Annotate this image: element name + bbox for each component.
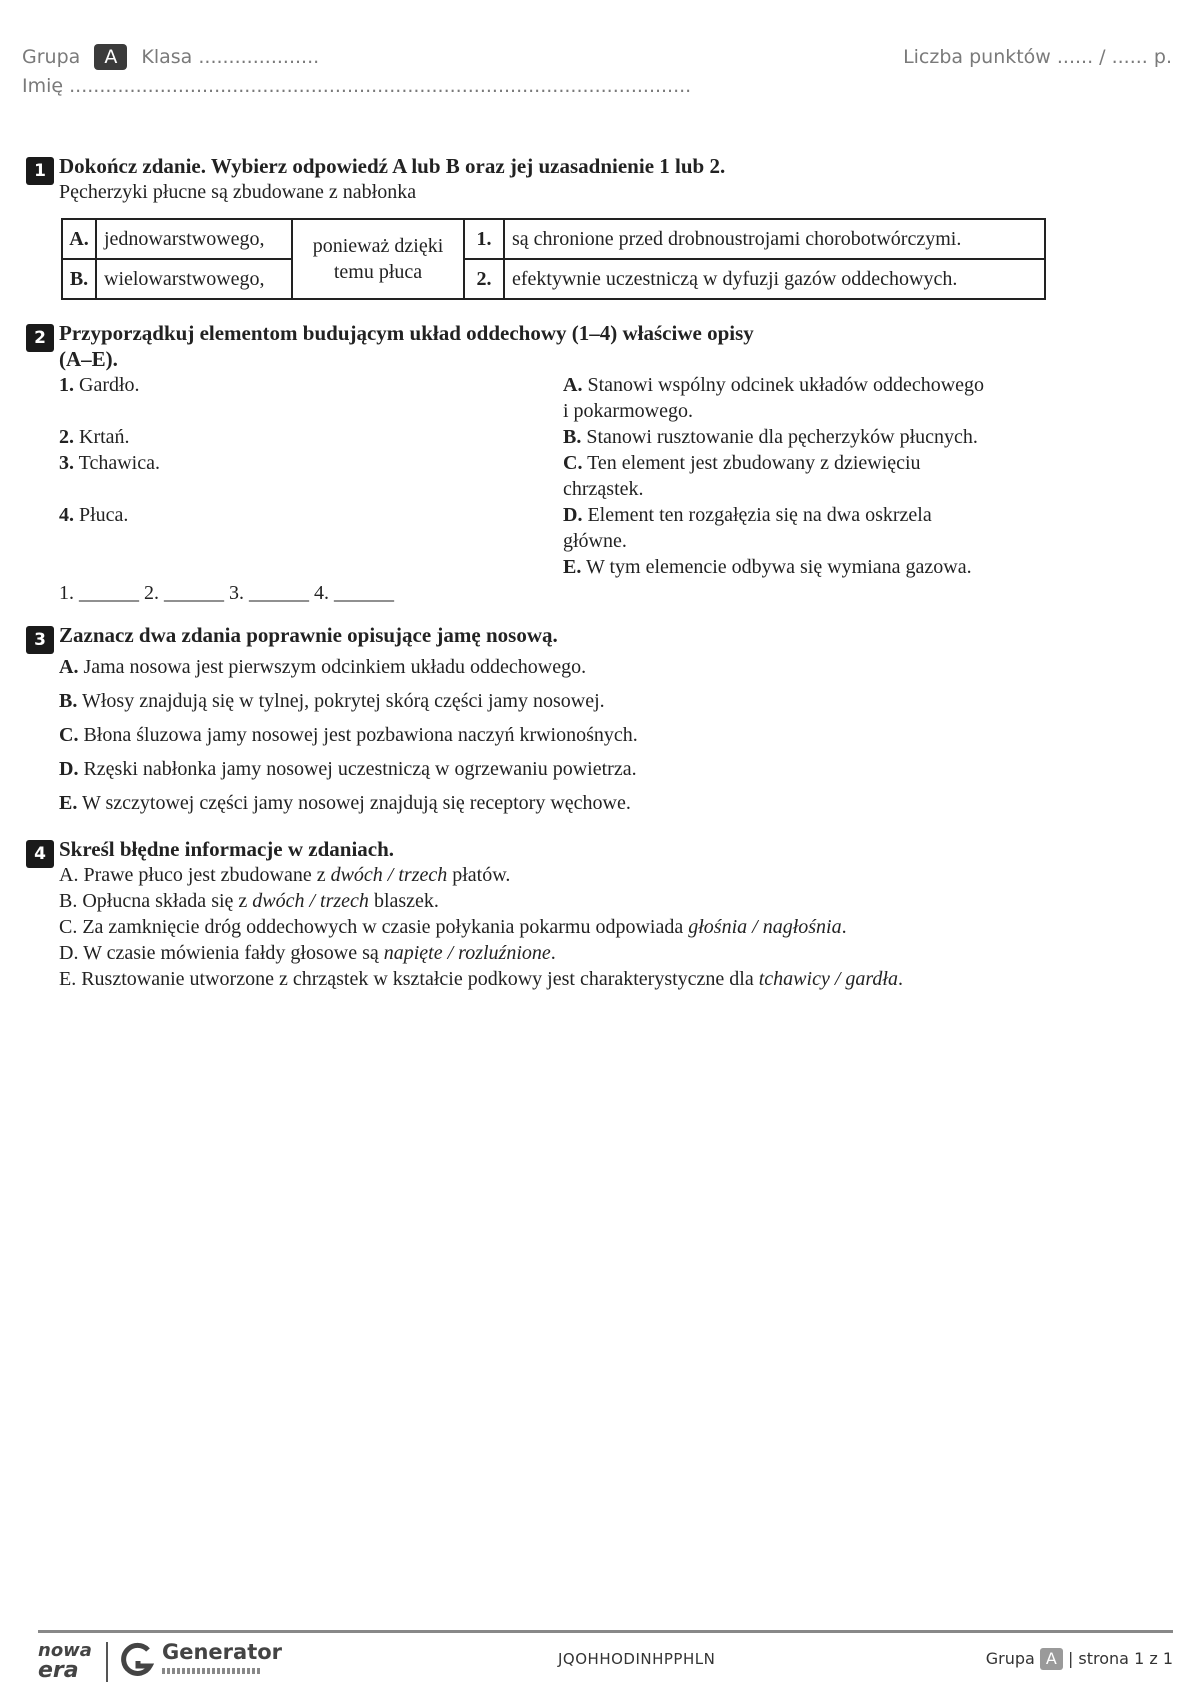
choice-pair[interactable]: dwóch / trzech — [330, 864, 448, 886]
sentence — [59, 914, 1126, 940]
option-text: Błona śluzowa jamy nosowej jest pozbawiona naczyń krwionośnych. — [83, 724, 638, 746]
list-item — [563, 424, 1063, 450]
task-title: Dokończ zdanie. Wybierz odpowiedź A lub B oraz jej uzasadnienie 1 lub 2. — [59, 154, 726, 178]
list-item — [59, 450, 160, 502]
option-label[interactable]: B. — [62, 259, 96, 299]
task-title-line1: Przyporządkuj elementom budującym układ oddechowy (1–4) właściwe opisy — [59, 321, 754, 345]
grupa-badge: A — [94, 44, 127, 70]
task-4 — [26, 836, 1126, 992]
list-item — [59, 372, 160, 424]
option-letter: B. — [59, 690, 78, 712]
description-text-cont: i pokarmowego. — [563, 400, 693, 422]
element-number: 3. — [59, 452, 74, 474]
imie-field[interactable]: ....................................................................................................... — [69, 75, 692, 97]
option-letter: D. — [59, 758, 79, 780]
description-text-cont: chrząstek. — [563, 478, 644, 500]
generator-logo-text: Generator — [162, 1640, 283, 1664]
sentence-end: blaszek. — [368, 890, 439, 912]
page-number: | strona 1 z 1 — [1067, 1649, 1173, 1668]
description-letter: C. — [563, 452, 583, 474]
option-text: Rzęski nabłonka jamy nosowej uczestniczą w ogrzewaniu powietrza. — [83, 758, 637, 780]
description-text: W tym elemencie odbywa się wymiana gazowa. — [585, 556, 972, 578]
task-1 — [26, 153, 1126, 205]
option-b[interactable] — [59, 688, 1126, 722]
option-d[interactable] — [59, 756, 1126, 790]
description-letter: B. — [563, 426, 582, 448]
option-text[interactable]: jednowarstwowego, — [96, 219, 292, 259]
points-field[interactable]: Liczba punktów ...... / ...... p. — [903, 46, 1172, 68]
task-prompt: Pęcherzyki płucne są zbudowane z nabłonka — [59, 181, 417, 203]
sentence — [59, 940, 1126, 966]
grupa-label: Grupa — [22, 46, 81, 68]
task-title: Skreśl błędne informacje w zdaniach. — [59, 837, 395, 861]
option-letter: A. — [59, 656, 79, 678]
task-title: Zaznacz dwa zdania poprawnie opisujące jamę nosową. — [59, 623, 558, 647]
sentence-end: . — [550, 942, 556, 964]
option-text: Jama nosowa jest pierwszym odcinkiem układu oddechowego. — [83, 656, 587, 678]
generator-tagline-graphic — [162, 1668, 262, 1674]
task-number-badge: 4 — [26, 840, 54, 868]
description-text: Stanowi rusztowanie dla pęcherzyków płucnych. — [586, 426, 978, 448]
element-text: Gardło. — [79, 374, 140, 396]
sentence-text: D. W czasie mówienia fałdy głosowe są — [59, 942, 384, 964]
choice-pair[interactable]: tchawicy / gardła — [758, 968, 898, 990]
footer-grupa-badge: A — [1040, 1648, 1063, 1670]
sentence-text: A. Prawe płuco jest zbudowane z — [59, 864, 331, 886]
logo-separator — [106, 1642, 108, 1682]
list-item — [563, 502, 1063, 554]
description-text-cont: główne. — [563, 530, 627, 552]
reason-label[interactable]: 1. — [464, 219, 504, 259]
sentence-end: płatów. — [447, 864, 511, 886]
option-letter: E. — [59, 792, 78, 814]
element-text: Krtań. — [79, 426, 130, 448]
element-text: Płuca. — [79, 504, 129, 526]
option-text[interactable]: wielowarstwowego, — [96, 259, 292, 299]
logo-text-top: nowa — [38, 1640, 92, 1661]
option-label[interactable]: A. — [62, 219, 96, 259]
task-number-badge: 3 — [26, 626, 54, 654]
sentence-text: B. Opłucna składa się z — [59, 890, 253, 912]
answer-line[interactable]: 1. ______ 2. ______ 3. ______ 4. ______ — [59, 582, 394, 604]
description-text: Element ten rozgałęzia się na dwa oskrzela — [587, 504, 932, 526]
description-text: Ten element jest zbudowany z dziewięciu — [587, 452, 921, 474]
list-item — [563, 450, 1063, 502]
imie-label: Imię — [22, 75, 64, 97]
reason-text[interactable]: efektywnie uczestniczą w dyfuzji gazów oddechowych. — [504, 259, 1045, 299]
test-code: JQOHHODINHPPHLN — [558, 1650, 716, 1668]
choice-pair[interactable]: napięte / rozluźnione — [383, 942, 551, 964]
options-list — [59, 654, 1126, 824]
sentence-text: C. Za zamknięcie dróg oddechowych w czasie połykania pokarmu odpowiada — [59, 916, 689, 938]
element-number: 2. — [59, 426, 74, 448]
nowa-era-logo — [38, 1642, 92, 1682]
option-e[interactable] — [59, 790, 1126, 824]
description-text: Stanowi wspólny odcinek układów oddechowego — [587, 374, 985, 396]
footer-page-info — [986, 1648, 1173, 1670]
sentence-end: . — [898, 968, 903, 990]
footer-grupa-label: Grupa — [985, 1649, 1035, 1668]
task-title-line2: (A–E). — [59, 347, 118, 371]
sentences-list — [59, 862, 1126, 992]
footer-divider — [38, 1630, 1173, 1633]
description-letter: A. — [563, 374, 583, 396]
option-c[interactable] — [59, 722, 1126, 756]
answer-table — [61, 218, 1046, 300]
descriptions-list — [563, 372, 1063, 580]
reason-text[interactable]: są chronione przed drobnoustrojami chorobotwórczymi. — [504, 219, 1045, 259]
task-number-badge: 2 — [26, 324, 54, 352]
option-letter: C. — [59, 724, 79, 746]
option-text: Włosy znajdują się w tylnej, pokrytej skórą części jamy nosowej. — [81, 690, 605, 712]
task-2 — [26, 320, 1126, 372]
task-3 — [26, 622, 1126, 824]
reason-label[interactable]: 2. — [464, 259, 504, 299]
sentence — [59, 888, 1126, 914]
sentence — [59, 862, 1126, 888]
choice-pair[interactable]: dwóch / trzech — [252, 890, 369, 912]
sentence-text: E. Rusztowanie utworzone z chrząstek w kształcie podkowy jest charakterystyczne dla — [59, 968, 759, 990]
elements-list — [59, 372, 160, 528]
connector-text: ponieważ dzięki temu płuca — [292, 219, 464, 299]
description-letter: D. — [563, 504, 583, 526]
klasa-field[interactable]: .................... — [198, 46, 320, 68]
description-letter: E. — [563, 556, 582, 578]
element-number: 4. — [59, 504, 74, 526]
generator-g-icon — [120, 1640, 154, 1680]
list-item — [563, 372, 1063, 424]
list-item — [59, 502, 160, 528]
choice-pair[interactable]: głośnia / nagłośnia — [688, 916, 842, 938]
page-footer — [38, 1638, 1173, 1688]
task-number-badge: 1 — [26, 157, 54, 185]
element-text: Tchawica. — [78, 452, 160, 474]
klasa-label: Klasa — [141, 46, 193, 68]
list-item — [563, 554, 1063, 580]
option-text: W szczytowej części jamy nosowej znajdują się receptory węchowe. — [81, 792, 631, 814]
element-number: 1. — [59, 374, 74, 396]
list-item — [59, 424, 160, 450]
sentence — [59, 966, 1126, 992]
logo-text-bottom: era — [38, 1658, 79, 1683]
sentence-end: . — [841, 916, 847, 938]
worksheet-header — [22, 42, 1172, 100]
option-a[interactable] — [59, 654, 1126, 688]
